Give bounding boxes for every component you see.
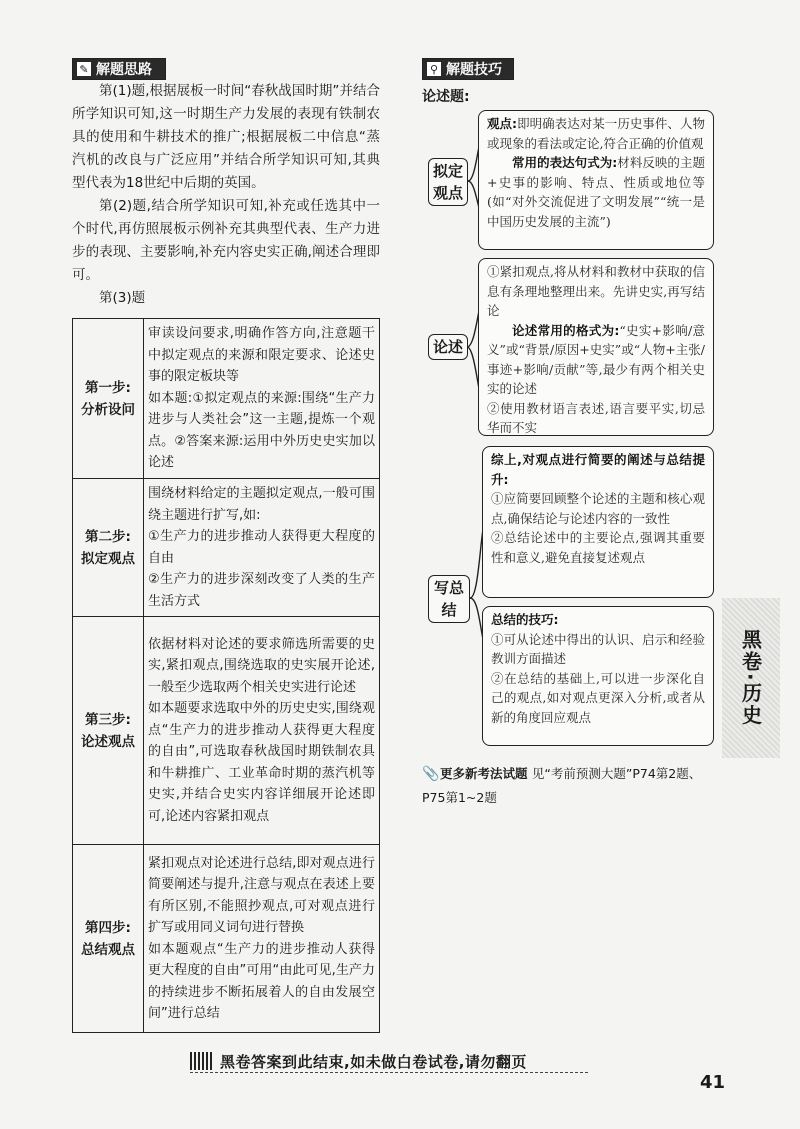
box4-t3: ②在总结的基础上,可以进一步深化自己的观点,如对观点更深入分析,或者从新的角度回应观点 [491,670,705,725]
paperclip-icon: 📎 [422,766,440,782]
section-header-skills [422,58,514,80]
step-3-line-1: 依据材料对论述的要求筛选所需要的史实,紧扣观点,围绕选取的史实展开论述,一般至少选取两个相关史实进行论述 [148,636,375,695]
step-label [73,617,144,845]
node-argument-label: 论述 [432,338,463,356]
box3-t1-bold: 综上,对观点进行简要的阐述与总结提升: [491,452,705,487]
paragraph-q1: 第(1)题,根据展板一时间“春秋战国时期”并结合所学知识可知,这一时期生产力发展的表现有铁制农具的使用和牛耕技术的推广;根据展板二中信息“蒸汽机的改良与广泛应用”并结合所学知识可知,其典型代表为18世纪中后期的英国。 [72,83,380,191]
step-content [144,319,380,479]
footer-divider [190,1072,588,1073]
notebook-icon: ✎ [77,62,91,76]
section-header-skills-label: 解题技巧 [446,62,502,78]
node-write-summary-label: 写总 结 [433,579,464,619]
step-1-line-2: 如本题:①拟定观点的来源:围绕“生产力进步与人类社会”这一主题,提炼一个观点。②答案来源:运用中外历史史实加以论述 [148,390,375,471]
box4-t2: ①可从论述中得出的认识、启示和经验教训方面描述 [491,631,705,666]
steps-table [72,318,380,1033]
step-4-line-1: 紧扣观点对论述进行总结,即对观点进行简要阐述与提升,注意与观点在表述上要有所区别,不能照抄观点,可对观点进行扩写或用同义词句进行替换 [148,855,375,935]
step-3-line-2: 如本题要求选取中外的历史史实,围绕观点“生产力的进步推动人获得更大程度的自由”,可选取春秋战国时期铁制农具和牛耕推广、工业革命时期的蒸汽机等史实,并结合史实内容详细展开论述即可,论述内容紧扣观点 [148,701,375,824]
section-header-thinking [72,58,166,80]
page-number: 41 [700,1072,726,1093]
box-argument [478,258,714,436]
step-1-label: 第一步: 分析设问 [81,379,135,418]
table-row [73,617,380,845]
step-2-line-2: ①生产力的进步推动人获得更大程度的自由 [148,529,375,566]
footer-notice [190,1050,580,1072]
side-tab [722,598,780,758]
step-2-line-3: ②生产力的进步深刻改变了人类的生产生活方式 [148,572,375,609]
box-summary [482,446,714,598]
paragraph-q2: 第(2)题,结合所学知识可知,补充或任选其中一个时代,再仿照展板示例补充其典型代表、生产力进步的表现、主要影响,补充内容史实正确,阐述合理即可。 [72,198,380,283]
node-draft-viewpoint-label: 拟定 观点 [432,162,463,202]
section-header-thinking-label: 解题思路 [96,62,152,78]
box2-t1: ①紧扣观点,将从材料和教材中获取的信息有条理地整理出来。先讲史实,再写结论 [487,264,705,318]
box1-t2-bold: 常用的表达句式为: [512,155,618,170]
step-4-label: 第四步: 总结观点 [81,919,135,958]
step-2-line-1: 围绕材料给定的主题拟定观点,一般可围绕主题进行扩写,如: [148,486,375,523]
key-icon: ⚲ [427,62,441,76]
box1-t1: 即明确表达对某一历史事件、人物或现象的看法或定论,符合正确的价值观 [487,116,705,151]
box2-t2: “史实+影响/意义”或“背景/原因+史实”或“人物+主张/事迹+影响/贡献”等,最少有两个相关史实的论述 [487,322,705,396]
paragraph-q3-label: 第(3)题 [99,290,146,306]
node-argument [428,334,468,360]
step-label [73,319,144,479]
node-write-summary [428,575,470,623]
step-1-line-1: 审读设问要求,明确作答方向,注意题干中拟定观点的来源和限定要求、论述史事的限定板块等 [148,326,375,385]
step-content [144,845,380,1033]
intro-label: 论述题: [422,89,470,105]
box4-t1-bold: 总结的技巧: [491,612,559,627]
more-questions-note [422,762,722,810]
step-content [144,479,380,617]
box2-t2-bold: 论述常用的格式为: [512,322,620,338]
box-summary-tips [482,606,714,746]
box3-t3: ②总结论述中的主要论点,强调其重要性和意义,避免直接复述观点 [491,530,705,565]
step-content [144,617,380,845]
table-row [73,479,380,617]
step-label [73,479,144,617]
side-tab-label: 黑卷·历史 [738,629,763,727]
box2-t3: ②使用教材语言表述,语言要平实,切忌华而不实 [487,400,705,435]
step-4-line-2: 如本题观点“生产力的进步推动人获得更大程度的自由”可用“由此可见,生产力的持续进步不断拓展着人的自由发展空间”进行总结 [148,941,375,1021]
footer-text: 黑卷答案到此结束,如未做白卷试卷,请勿翻页 [220,1052,527,1071]
box1-t2: 材料反映的主题+史事的影响、特点、性质或地位等(如“对外交流促进了文明发展”“统一是中国历史发展的主流”) [487,155,705,229]
step-2-label: 第二步: 拟定观点 [81,528,135,567]
step-3-label: 第三步: 论述观点 [81,711,135,750]
step-label [73,845,144,1033]
more-lead: 更多新考法试题 [440,766,528,781]
analysis-text [72,80,380,310]
box1-t1-bold: 观点: [487,116,518,131]
table-row [73,319,380,479]
table-row [73,845,380,1033]
barcode-icon [190,1052,212,1070]
box-viewpoint [478,110,714,250]
more-text: 见“考前预测大题”P74第2题、P75第1~2题 [422,766,702,805]
node-draft-viewpoint [428,158,468,206]
box3-t2: ①应简要回顾整个论述的主题和核心观点,确保结论与论述内容的一致性 [491,491,705,526]
